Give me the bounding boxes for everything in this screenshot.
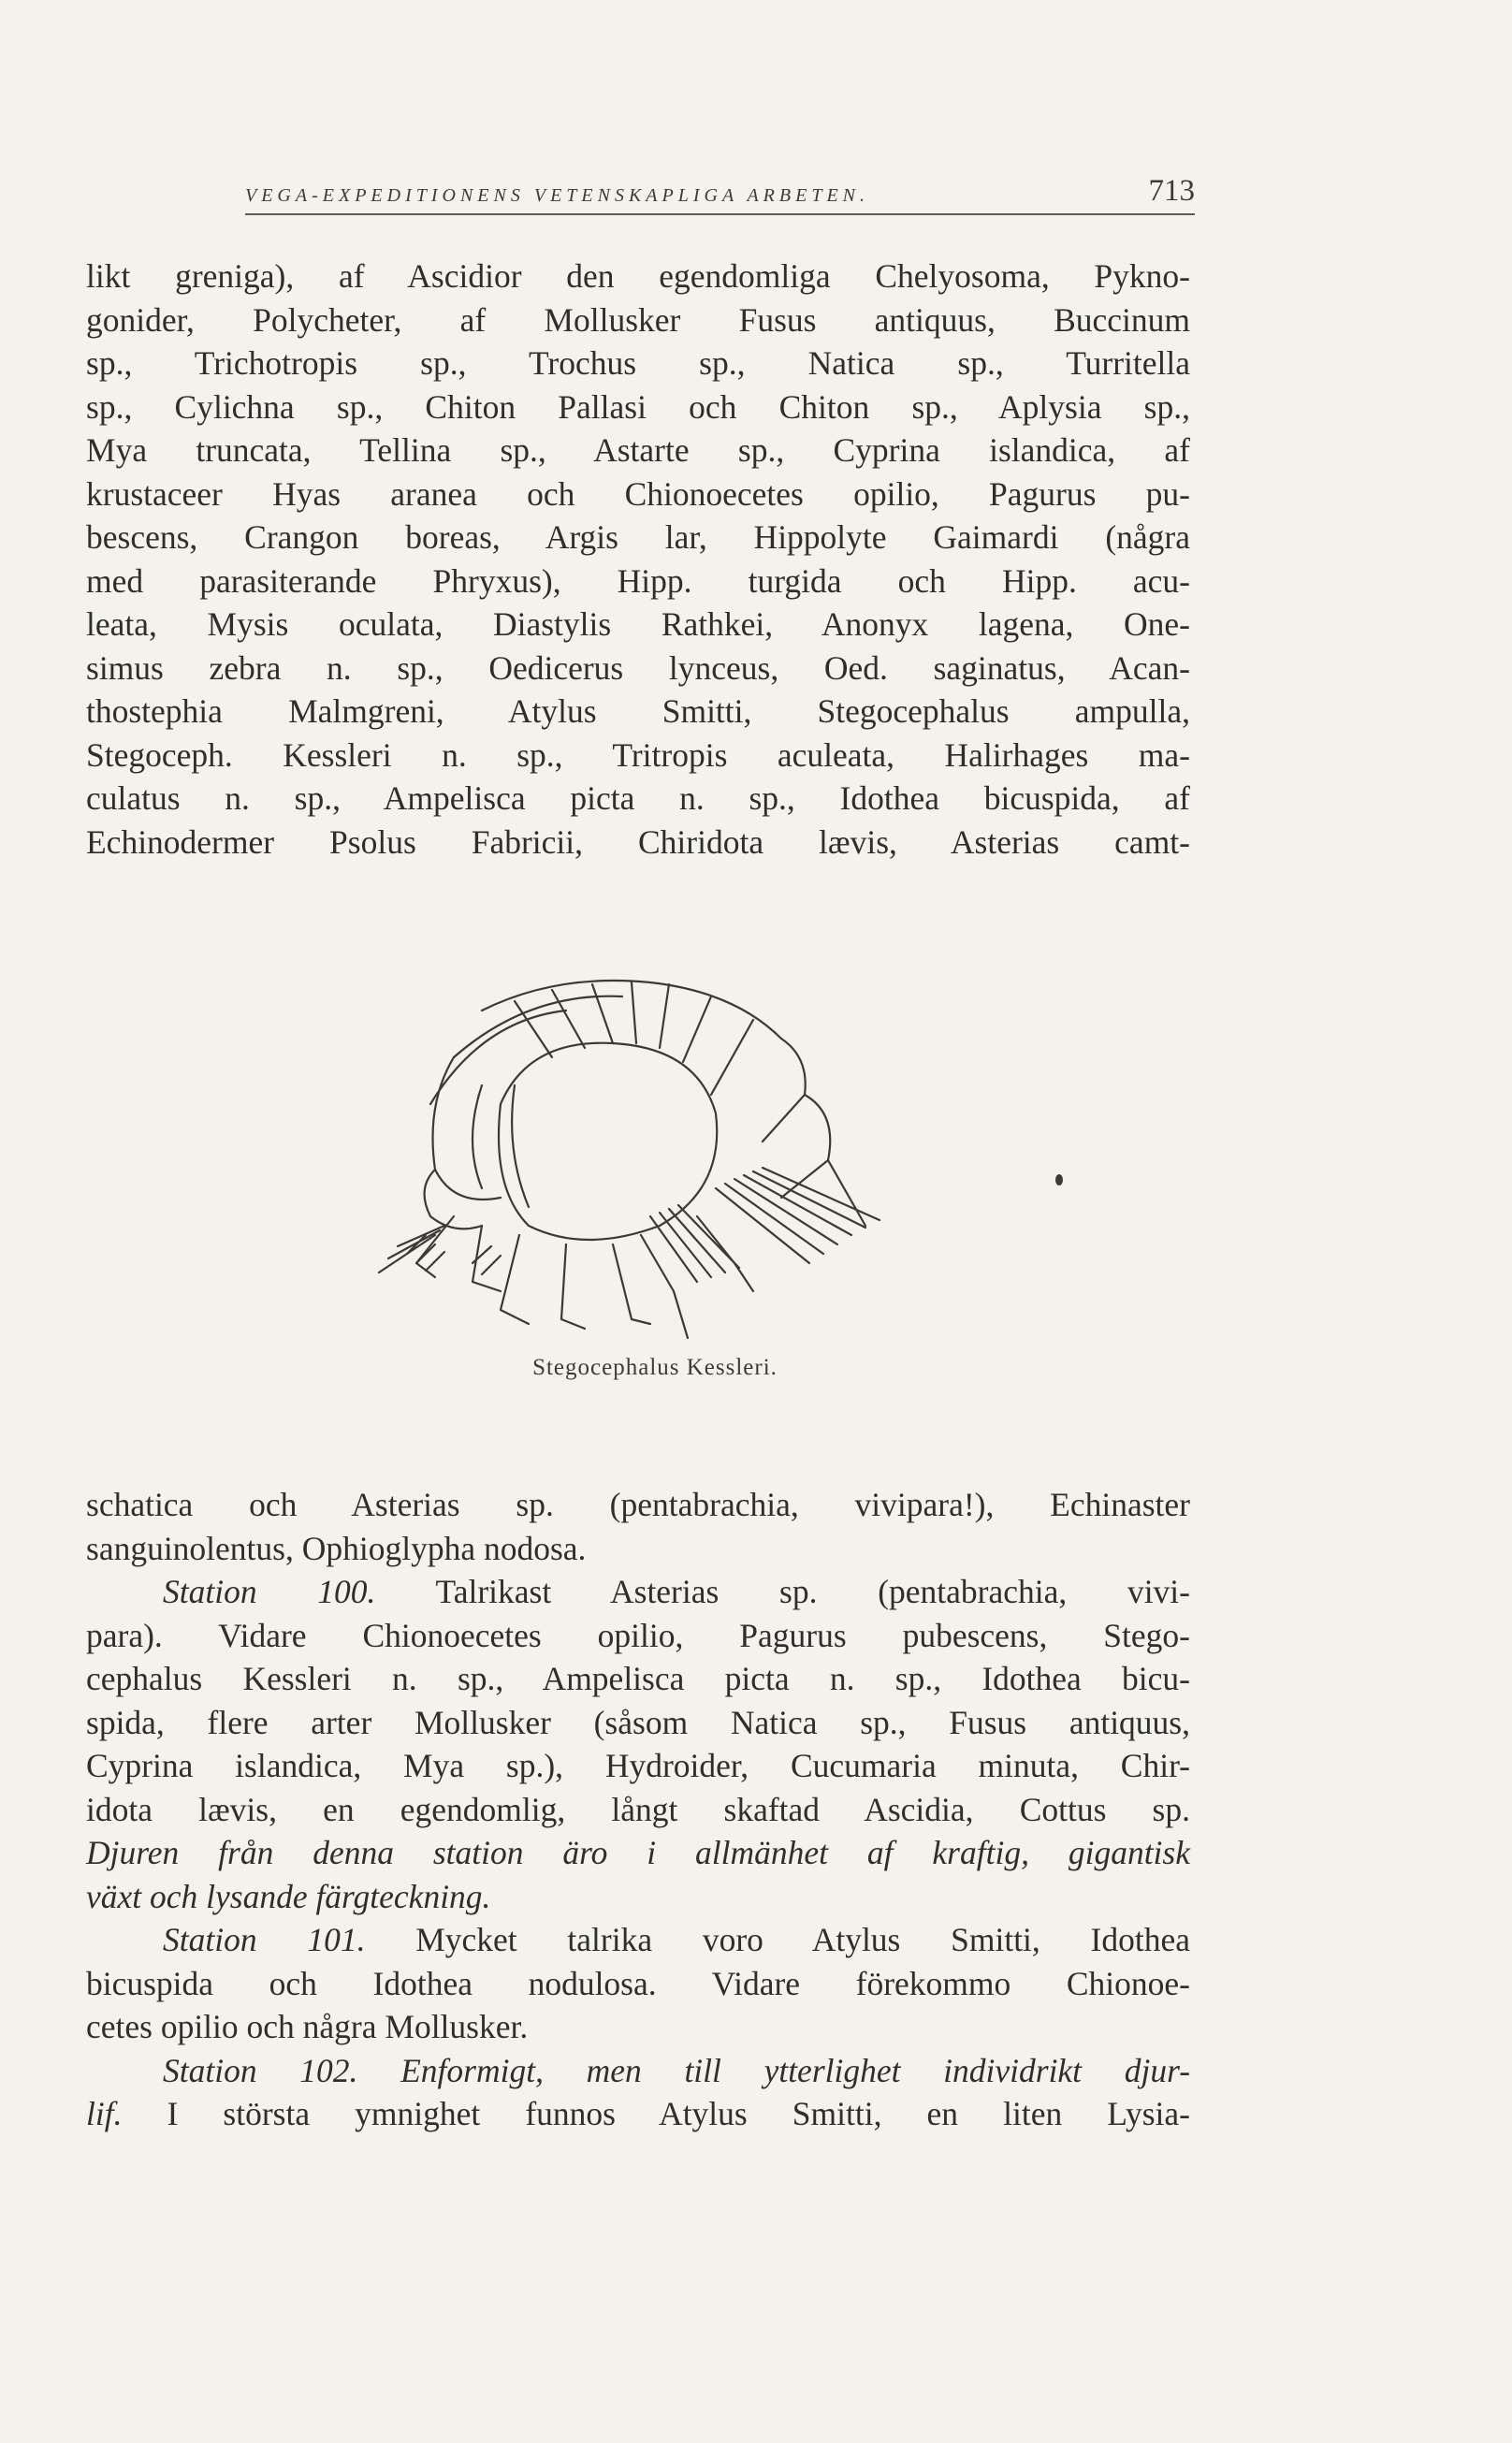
top-paragraph	[86, 254, 1190, 864]
figure-illustration	[342, 954, 959, 1347]
text-line: cephalus Kessleri n. sp., Ampelisca picta n. sp., Idothea bicu-	[86, 1660, 1190, 1697]
station-label: Station 101.	[163, 1921, 366, 1958]
station-102-line-2	[86, 2092, 1190, 2136]
text-span: I största ymnighet funnos Atylus Smitti, en liten Lysia-	[167, 2095, 1190, 2132]
text-line: Cyprina islandica, Mya sp.), Hydroider, Cucumaria minuta, Chir-	[86, 1747, 1190, 1784]
italic-span: Enformigt, men till ytterlighet individrikt djur-	[400, 2051, 1191, 2089]
bottom-paragraphs	[86, 1483, 1190, 2136]
italic-span: lif.	[86, 2095, 123, 2132]
print-speck	[1055, 1174, 1063, 1185]
text-line: med parasiterande Phryxus), Hipp. turgida och Hipp. acu-	[86, 561, 1190, 600]
figure-caption: Stegocephalus Kessleri.	[532, 1355, 778, 1380]
text-line: likt greniga), af Ascidior den egendomliga Chelyosoma, Pykno-	[86, 257, 1190, 295]
amphipod-drawing	[342, 954, 959, 1347]
text-line: sp., Cylichna sp., Chiton Pallasi och Chiton sp., Aplysia sp.,	[86, 387, 1190, 426]
italic-line: växt och lysande färgteckning.	[86, 1877, 491, 1915]
text-line: Stegoceph. Kessleri n. sp., Tritropis aculeata, Halirhages ma-	[86, 735, 1190, 774]
station-100-line	[86, 1570, 1190, 1614]
text-line: schatica och Asterias sp. (pentabrachia, vivipara!), Echinaster	[86, 1486, 1190, 1523]
running-title: VEGA-EXPEDITIONENS VETENSKAPLIGA ARBETEN.	[245, 185, 870, 206]
header-rule	[245, 213, 1195, 215]
text-line: culatus n. sp., Ampelisca picta n. sp., Idothea bicuspida, af	[86, 779, 1190, 817]
station-label: Station 100.	[163, 1573, 376, 1610]
station-label: Station 102.	[163, 2051, 358, 2089]
running-header	[245, 174, 1195, 213]
text-line: bicuspida och Idothea nodulosa. Vidare förekommo Chionoe-	[86, 1964, 1190, 2002]
text-line: thostephia Malmgreni, Atylus Smitti, Stegocephalus ampulla,	[86, 692, 1190, 730]
text-line: simus zebra n. sp., Oedicerus lynceus, Oed. saginatus, Acan-	[86, 648, 1190, 687]
text-line: gonider, Polycheter, af Mollusker Fusus antiquus, Buccinum	[86, 300, 1190, 339]
text-line: krustaceer Hyas aranea och Chionoecetes opilio, Pagurus pu-	[86, 474, 1190, 513]
text-line: sp., Trichotropis sp., Trochus sp., Natica sp., Turritella	[86, 344, 1190, 382]
text-line: Echinodermer Psolus Fabricii, Chiridota lævis, Asterias camt-	[86, 822, 1190, 861]
text-line: Mya truncata, Tellina sp., Astarte sp., Cyprina islandica, af	[86, 431, 1190, 469]
text-line: cetes opilio och några Mollusker.	[86, 2008, 529, 2045]
station-101-line	[86, 1918, 1190, 1962]
italic-line: Djuren från denna station äro i allmänhet af kraftig, gigantisk	[86, 1834, 1190, 1871]
text-line: leata, Mysis oculata, Diastylis Rathkei, Anonyx lagena, One-	[86, 605, 1190, 643]
text-span: Mycket talrika voro Atylus Smitti, Idothea	[415, 1921, 1190, 1958]
text-line: sanguinolentus, Ophioglypha nodosa.	[86, 1529, 587, 1567]
station-102-line	[86, 2049, 1190, 2093]
text-line: spida, flere arter Mollusker (såsom Natica sp., Fusus antiquus,	[86, 1703, 1190, 1741]
text-line: idota lævis, en egendomlig, långt skaftad Ascidia, Cottus sp.	[86, 1790, 1190, 1828]
text-span: Talrikast Asterias sp. (pentabrachia, vivi-	[435, 1573, 1190, 1610]
text-line: para). Vidare Chionoecetes opilio, Pagurus pubescens, Stego-	[86, 1616, 1190, 1654]
text-line: bescens, Crangon boreas, Argis lar, Hippolyte Gaimardi (några	[86, 518, 1190, 556]
page-number: 713	[1148, 174, 1195, 208]
